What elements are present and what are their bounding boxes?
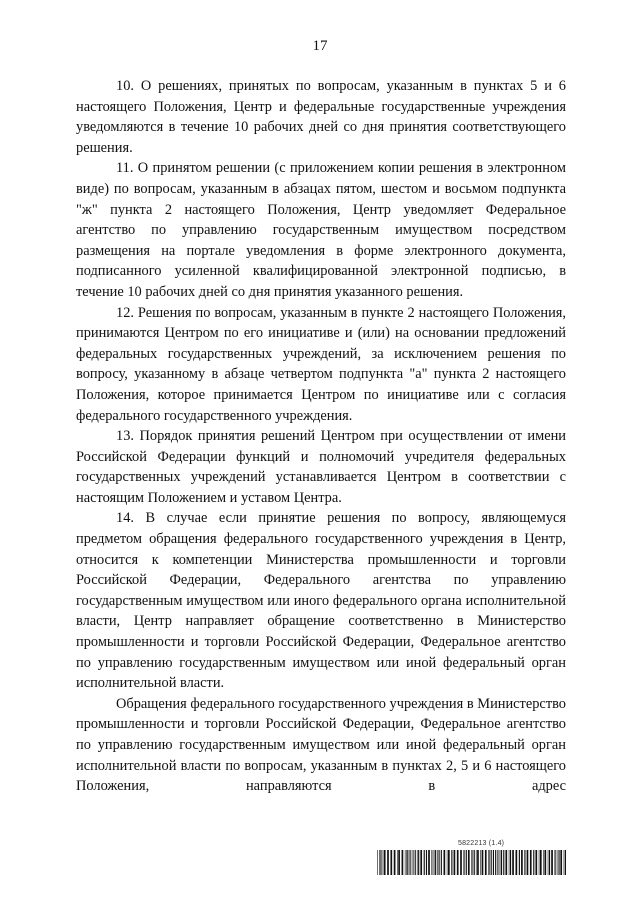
paragraph-14: 14. В случае если принятие решения по вопросу, являющемуся предметом обращения федерального государственного учреждения в Центр, относится к компетенции Министерства промышленности и торговли Российской Федерации, Федерального агентства по управлению государственным имуществом или иного федерального органа исполнительной власти, Центр направляет обращение соответственно в Министерство промышленности и торговли Российской Федерации, Федеральное агентство по управлению государственным имуществом или иной федеральный орган исполнительной власти. bbox=[76, 510, 566, 692]
paragraph-11: 11. О принятом решении (с приложением копии решения в электронном виде) по вопросам, указанным в абзацах пятом, шестом и восьмом подпункта "ж" пункта 2 настоящего Положения, Центр уведомляет Федеральное агентство по управлению государственным имуществом посредством размещения на портале уведомления в форме электронного документа, подписанного усиленной квалифицированной электронной подписью, в течение 10 рабочих дней со дня принятия указанного решения. bbox=[76, 160, 566, 300]
document-code: 5822213 (1.4) bbox=[458, 840, 505, 847]
page-number: 17 bbox=[312, 38, 328, 54]
paragraph-13: 13. Порядок принятия решений Центром при осуществлении от имени Российской Федерации функций и полномочий учредителя федеральных государственных учреждений устанавливается Центром в соответствии с настоящим Положением и уставом Центра. bbox=[76, 428, 566, 506]
paragraph-appeals: Обращения федерального государственного учреждения в Министерство промышленности и торговли Российской Федерации, Федеральное агентство по управлению государственным имуществом или иной федеральный орган исполнительной власти по вопросам, указанным в пунктах 2, 5 и 6 настоящего Положения, направляются в адрес bbox=[76, 695, 566, 795]
paragraph-12: 12. Решения по вопросам, указанным в пункте 2 настоящего Положения, принимаются Центром по его инициативе и (или) на основании предложений федеральных государственных учреждений, за исключением решения по вопросу, указанному в абзаце четвертом подпункта "а" пункта 2 настоящего Положения, которое принимается Центром по инициативе или с согласия федерального государственного учреждения. bbox=[76, 304, 566, 424]
paragraph-10: 10. О решениях, принятых по вопросам, указанным в пунктах 5 и 6 настоящего Положения, Центр и федеральные государственные учреждения уведомляются в течение 10 рабочих дней со дня принятия соответствующего решения. bbox=[76, 78, 566, 156]
barcode-image bbox=[377, 850, 567, 875]
document-body bbox=[76, 76, 566, 797]
